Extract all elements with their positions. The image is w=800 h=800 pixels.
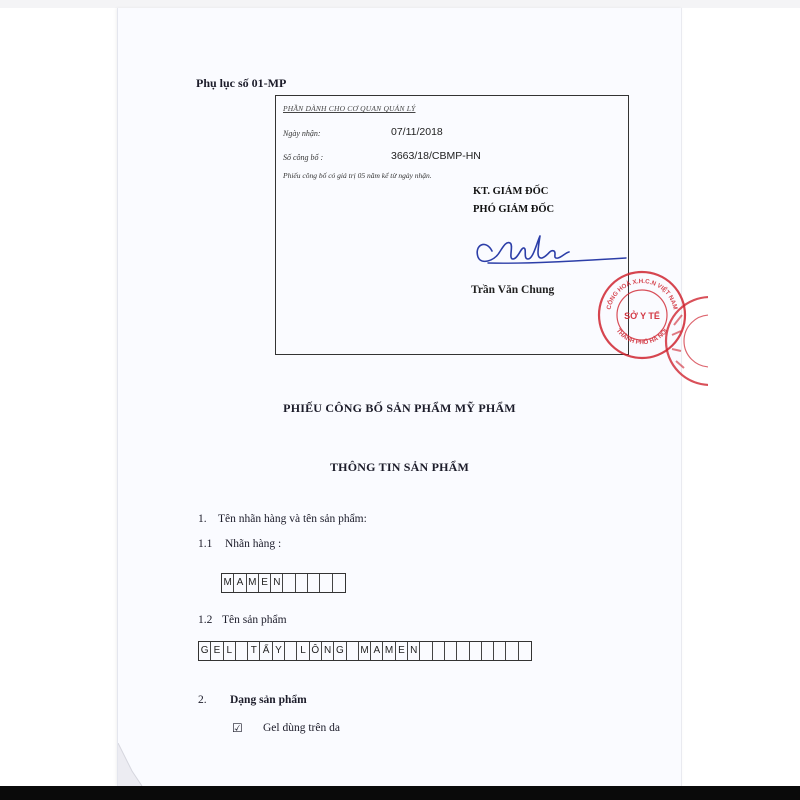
product-name-char-cell: E <box>211 642 223 660</box>
declaration-title: PHIẾU CÔNG BỐ SẢN PHẨM MỸ PHẨM <box>283 401 516 415</box>
product-name-char-cell: N <box>322 642 334 660</box>
item-1-1-number: 1.1 <box>198 538 213 550</box>
item-1-2-label: Tên sản phẩm <box>222 614 287 626</box>
stamp-text-center: SỞ Y TẾ <box>624 311 660 321</box>
item-1-1-label: Nhãn hàng : <box>225 538 282 550</box>
product-name-char-cell: G <box>199 642 211 660</box>
brand-name-char-cell: M <box>222 574 234 592</box>
item-2-label: Dạng sản phẩm <box>230 694 307 706</box>
product-name-char-cell: N <box>408 642 420 660</box>
product-name-char-cell <box>494 642 506 660</box>
stamp-text-bottom: THÀNH PHỐ HÀ NỘI <box>614 327 670 347</box>
official-box-heading: PHẦN DÀNH CHO CƠ QUAN QUẢN LÝ <box>283 104 416 113</box>
brand-name-char-cell <box>308 574 320 592</box>
brand-name-char-cell: N <box>271 574 283 592</box>
declaration-number-label: Số công bố : <box>283 153 324 162</box>
signature-title-line-1: KT. GIÁM ĐỐC <box>473 186 549 197</box>
page-corner-curl <box>118 743 148 786</box>
appendix-label: Phụ lục số 01-MP <box>196 76 287 90</box>
received-date-label: Ngày nhận: <box>283 129 321 138</box>
item-1-label: Tên nhãn hàng và tên sản phẩm: <box>218 513 367 525</box>
product-name-char-cell: M <box>383 642 395 660</box>
product-name-char-cell <box>457 642 469 660</box>
checkbox-checked-icon: ☑ <box>232 721 243 735</box>
product-name-char-cell: Y <box>273 642 285 660</box>
signer-name: Trần Văn Chung <box>471 284 555 296</box>
item-1-2-number: 1.2 <box>198 614 213 626</box>
product-name-char-cell <box>347 642 359 660</box>
product-name-char-cell <box>445 642 457 660</box>
product-name-char-cell <box>236 642 248 660</box>
brand-name-char-cell: A <box>234 574 246 592</box>
product-name-char-cell: A <box>371 642 383 660</box>
stamp-text-top: CÔNG HOÀ X.H.C.N VIỆT NAM <box>605 277 679 311</box>
product-name-char-cell <box>285 642 297 660</box>
brand-name-grid <box>221 573 346 593</box>
product-name-char-cell: L <box>224 642 236 660</box>
product-name-char-cell: Ẩ <box>260 642 272 660</box>
official-use-box <box>275 95 679 355</box>
product-name-char-cell <box>420 642 432 660</box>
product-name-char-cell <box>519 642 531 660</box>
declaration-number-value: 3663/18/CBMP-HN <box>391 150 481 162</box>
item-1-number: 1. <box>198 513 207 525</box>
product-form-option: Gel dùng trên da <box>263 722 340 734</box>
item-2-number: 2. <box>198 694 207 706</box>
handwritten-signature <box>466 231 636 276</box>
validity-note: Phiếu công bố có giá trị 05 năm kể từ ngày nhận. <box>283 171 432 180</box>
brand-name-char-cell <box>296 574 308 592</box>
product-name-char-cell: G <box>334 642 346 660</box>
received-date-value: 07/11/2018 <box>391 126 443 138</box>
product-info-title: THÔNG TIN SẢN PHẨM <box>329 460 470 474</box>
product-name-char-cell: E <box>396 642 408 660</box>
brand-name-char-cell <box>283 574 295 592</box>
product-name-char-cell: Ô <box>310 642 322 660</box>
product-name-grid <box>198 641 532 661</box>
product-name-char-cell: T <box>248 642 260 660</box>
signature-title-line-2: PHÓ GIÁM ĐỐC <box>473 204 555 215</box>
product-name-char-cell <box>482 642 494 660</box>
brand-name-char-cell <box>320 574 332 592</box>
brand-name-char-cell: M <box>247 574 259 592</box>
brand-name-char-cell <box>333 574 345 592</box>
document-page <box>117 8 682 786</box>
product-name-char-cell: L <box>297 642 309 660</box>
product-name-char-cell <box>506 642 518 660</box>
edge-stamp-partial <box>648 291 708 391</box>
product-name-char-cell <box>433 642 445 660</box>
frame-top <box>0 0 800 8</box>
product-name-char-cell: M <box>359 642 371 660</box>
brand-name-char-cell: E <box>259 574 271 592</box>
product-name-char-cell <box>470 642 482 660</box>
bottom-bar <box>0 786 800 800</box>
